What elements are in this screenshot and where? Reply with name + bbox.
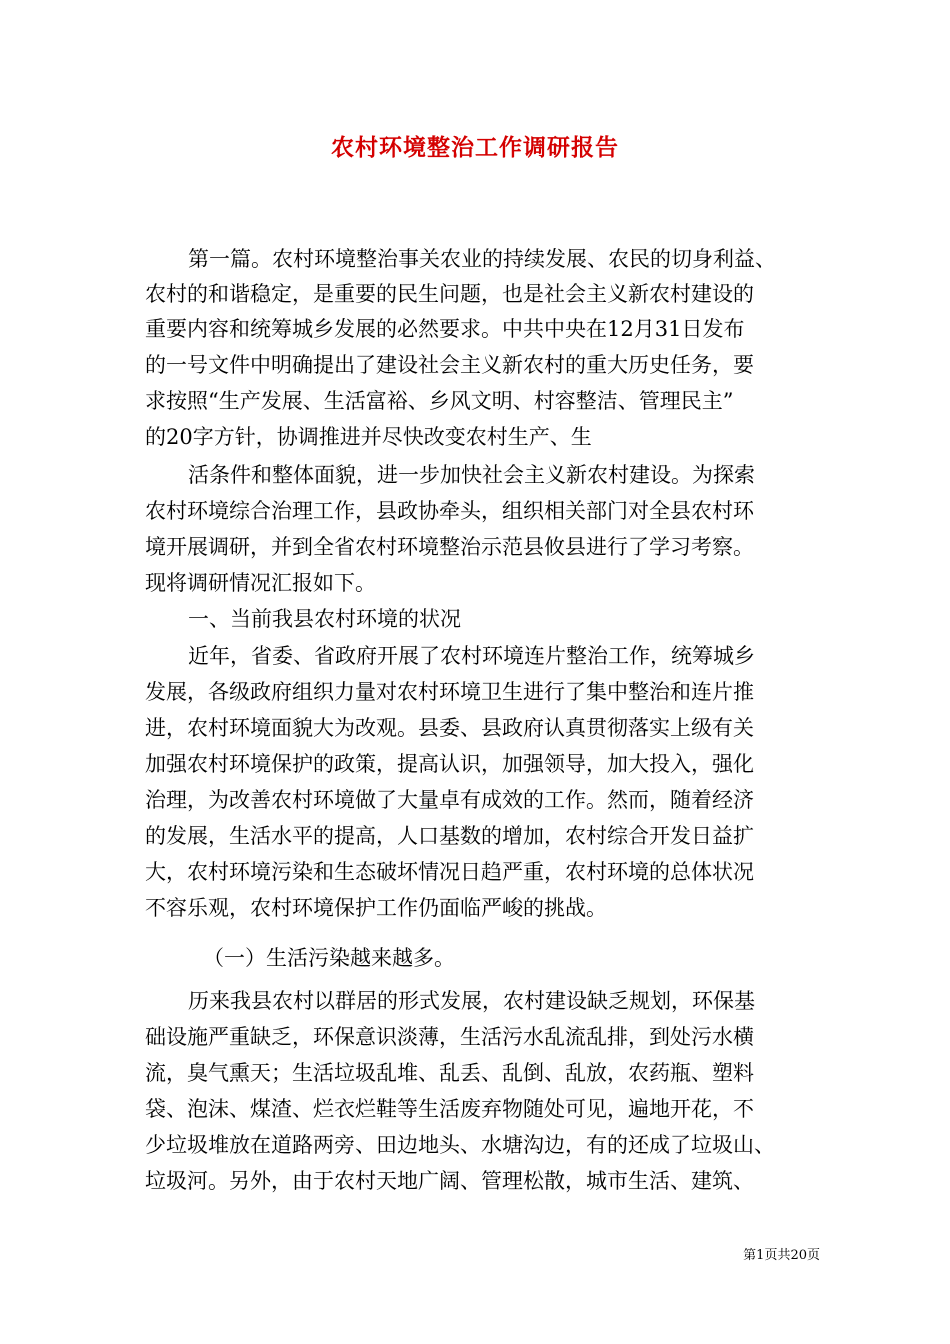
body-line: 农村的和谐稳定，是重要的民生问题，也是社会主义新农村建设的 bbox=[145, 282, 754, 306]
body-line: 加强农村环境保护的政策，提高认识，加强领导，加大投入，强化 bbox=[145, 752, 754, 776]
body-line: 流，臭气熏天；生活垃圾乱堆、乱丢、乱倒、乱放，农药瓶、塑料 bbox=[145, 1061, 754, 1085]
body-line: 袋、泡沫、煤渣、烂衣烂鞋等生活废弃物随处可见，遍地开花，不 bbox=[145, 1097, 754, 1121]
body-line: 历来我县农村以群居的形式发展，农村建设缺乏规划，环保基 bbox=[188, 989, 755, 1013]
body-line: 现将调研情况汇报如下。 bbox=[145, 571, 376, 595]
body-line: 近年，省委、省政府开展了农村环境连片整治工作，统筹城乡 bbox=[188, 644, 755, 668]
body-line: 不容乐观，农村环境保护工作仍面临严峻的挑战。 bbox=[145, 896, 607, 920]
body-line: 境开展调研，并到全省农村环境整治示范县攸县进行了学习考察。 bbox=[145, 535, 754, 559]
subsection-heading: （一）生活污染越来越多。 bbox=[203, 946, 455, 970]
body-line: 重要内容和统筹城乡发展的必然要求。中共中央在12月31日发布 bbox=[145, 317, 745, 341]
body-line: 发展，各级政府组织力量对农村环境卫生进行了集中整治和连片推 bbox=[145, 680, 754, 704]
body-line: 的一号文件中明确提出了建设社会主义新农村的重大历史任务，要 bbox=[145, 353, 754, 377]
body-line: 大，农村环境污染和生态破坏情况日趋严重，农村环境的总体状况 bbox=[145, 860, 754, 884]
body-line: 治理，为改善农村环境做了大量卓有成效的工作。然而，随着经济 bbox=[145, 788, 754, 812]
body-line: 活条件和整体面貌，进一步加快社会主义新农村建设。为探索 bbox=[188, 463, 755, 487]
section-heading: 一、当前我县农村环境的状况 bbox=[188, 607, 461, 631]
body-line: 的发展，生活水平的提高，人口基数的增加，农村综合开发日益扩 bbox=[145, 824, 754, 848]
body-line: 少垃圾堆放在道路两旁、田边地头、水塘沟边，有的还成了垃圾山、 bbox=[145, 1133, 775, 1157]
body-line: 农村环境综合治理工作，县政协牵头，组织相关部门对全县农村环 bbox=[145, 499, 754, 523]
body-line: 第一篇。农村环境整治事关农业的持续发展、农民的切身利益、 bbox=[188, 247, 776, 271]
document-title: 农村环境整治工作调研报告 bbox=[331, 134, 619, 161]
body-line: 求按照“生产发展、生活富裕、乡风文明、村容整洁、管理民主” bbox=[145, 389, 734, 413]
body-line: 进，农村环境面貌大为改观。县委、县政府认真贯彻落实上级有关 bbox=[145, 716, 754, 740]
body-line: 的20字方针，协调推进并尽快改变农村生产、生 bbox=[145, 425, 592, 449]
body-line: 础设施严重缺乏，环保意识淡薄，生活污水乱流乱排，到处污水横 bbox=[145, 1025, 754, 1049]
page-number: 第1页共20页 bbox=[743, 1248, 820, 1263]
body-line: 垃圾河。另外，由于农村天地广阔、管理松散，城市生活、建筑、 bbox=[145, 1169, 754, 1193]
